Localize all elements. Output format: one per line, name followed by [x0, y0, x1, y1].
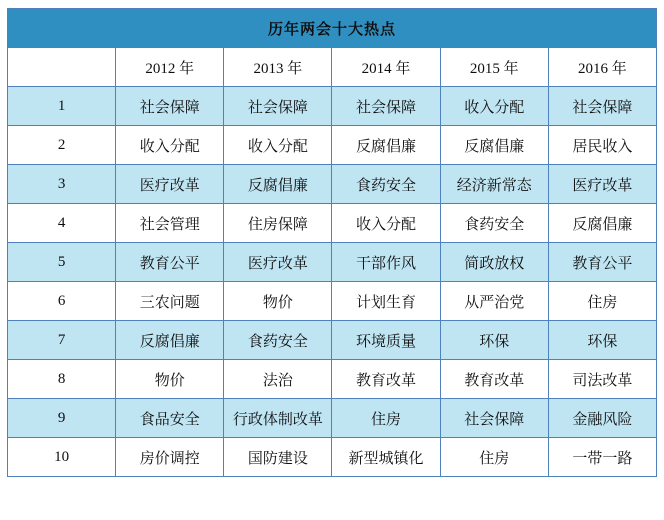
- table-row: [8, 438, 657, 477]
- table-cell: 住房: [332, 399, 440, 438]
- table-cell: 反腐倡廉: [332, 126, 440, 165]
- table-cell: 新型城镇化: [332, 438, 440, 477]
- table-cell: 教育公平: [116, 243, 224, 282]
- table-row: [8, 126, 657, 165]
- table-cell: 社会保障: [440, 399, 548, 438]
- table-cell: 金融风险: [548, 399, 656, 438]
- row-index: 6: [8, 282, 116, 321]
- table-cell: 行政体制改革: [224, 399, 332, 438]
- table-cell: 食药安全: [332, 165, 440, 204]
- row-index: 10: [8, 438, 116, 477]
- table-cell: 环保: [548, 321, 656, 360]
- table-cell: 收入分配: [440, 87, 548, 126]
- table-row: [8, 243, 657, 282]
- table-cell: 一带一路: [548, 438, 656, 477]
- table-cell: 简政放权: [440, 243, 548, 282]
- row-index: 3: [8, 165, 116, 204]
- document-canvas: [0, 8, 664, 520]
- table-row: [8, 204, 657, 243]
- row-index: 4: [8, 204, 116, 243]
- table-cell: 房价调控: [116, 438, 224, 477]
- table-cell: 反腐倡廉: [548, 204, 656, 243]
- table-cell: 教育公平: [548, 243, 656, 282]
- table-cell: 社会保障: [548, 87, 656, 126]
- table-cell: 住房: [548, 282, 656, 321]
- table-cell: 食品安全: [116, 399, 224, 438]
- row-index: 2: [8, 126, 116, 165]
- table-body: [8, 9, 657, 477]
- column-header-2014: 2014 年: [332, 48, 440, 87]
- table-cell: 食药安全: [224, 321, 332, 360]
- table-cell: 医疗改革: [116, 165, 224, 204]
- index-column-header: [8, 48, 116, 87]
- table-cell: 住房保障: [224, 204, 332, 243]
- table-cell: 教育改革: [332, 360, 440, 399]
- table-row: [8, 165, 657, 204]
- table-cell: 社会保障: [116, 87, 224, 126]
- table-cell: 教育改革: [440, 360, 548, 399]
- table-cell: 社会管理: [116, 204, 224, 243]
- table-cell: 医疗改革: [548, 165, 656, 204]
- table-cell: 三农问题: [116, 282, 224, 321]
- table-cell: 物价: [224, 282, 332, 321]
- table-row: [8, 87, 657, 126]
- table-row: [8, 321, 657, 360]
- column-header-2013: 2013 年: [224, 48, 332, 87]
- table-cell: 经济新常态: [440, 165, 548, 204]
- table-cell: 社会保障: [332, 87, 440, 126]
- row-index: 9: [8, 399, 116, 438]
- table-cell: 居民收入: [548, 126, 656, 165]
- table-row: [8, 399, 657, 438]
- table-cell: 法治: [224, 360, 332, 399]
- table-row: [8, 282, 657, 321]
- table-cell: 从严治党: [440, 282, 548, 321]
- table-row: [8, 360, 657, 399]
- table-cell: 国防建设: [224, 438, 332, 477]
- row-index: 8: [8, 360, 116, 399]
- table-cell: 收入分配: [332, 204, 440, 243]
- table-cell: 医疗改革: [224, 243, 332, 282]
- row-index: 7: [8, 321, 116, 360]
- table-cell: 环保: [440, 321, 548, 360]
- row-index: 5: [8, 243, 116, 282]
- table-cell: 计划生育: [332, 282, 440, 321]
- table-cell: 物价: [116, 360, 224, 399]
- table-title: 历年两会十大热点: [8, 9, 657, 48]
- table-cell: 反腐倡廉: [440, 126, 548, 165]
- column-header-2012: 2012 年: [116, 48, 224, 87]
- table-cell: 反腐倡廉: [224, 165, 332, 204]
- table-cell: 环境质量: [332, 321, 440, 360]
- table-cell: 收入分配: [224, 126, 332, 165]
- table-cell: 收入分配: [116, 126, 224, 165]
- title-row: [8, 9, 657, 48]
- column-header-2016: 2016 年: [548, 48, 656, 87]
- column-header-2015: 2015 年: [440, 48, 548, 87]
- table-cell: 司法改革: [548, 360, 656, 399]
- table-cell: 食药安全: [440, 204, 548, 243]
- table-cell: 反腐倡廉: [116, 321, 224, 360]
- row-index: 1: [8, 87, 116, 126]
- table-cell: 干部作风: [332, 243, 440, 282]
- table-cell: 住房: [440, 438, 548, 477]
- table-cell: 社会保障: [224, 87, 332, 126]
- hot-topics-table: [7, 8, 657, 477]
- column-header-row: [8, 48, 657, 87]
